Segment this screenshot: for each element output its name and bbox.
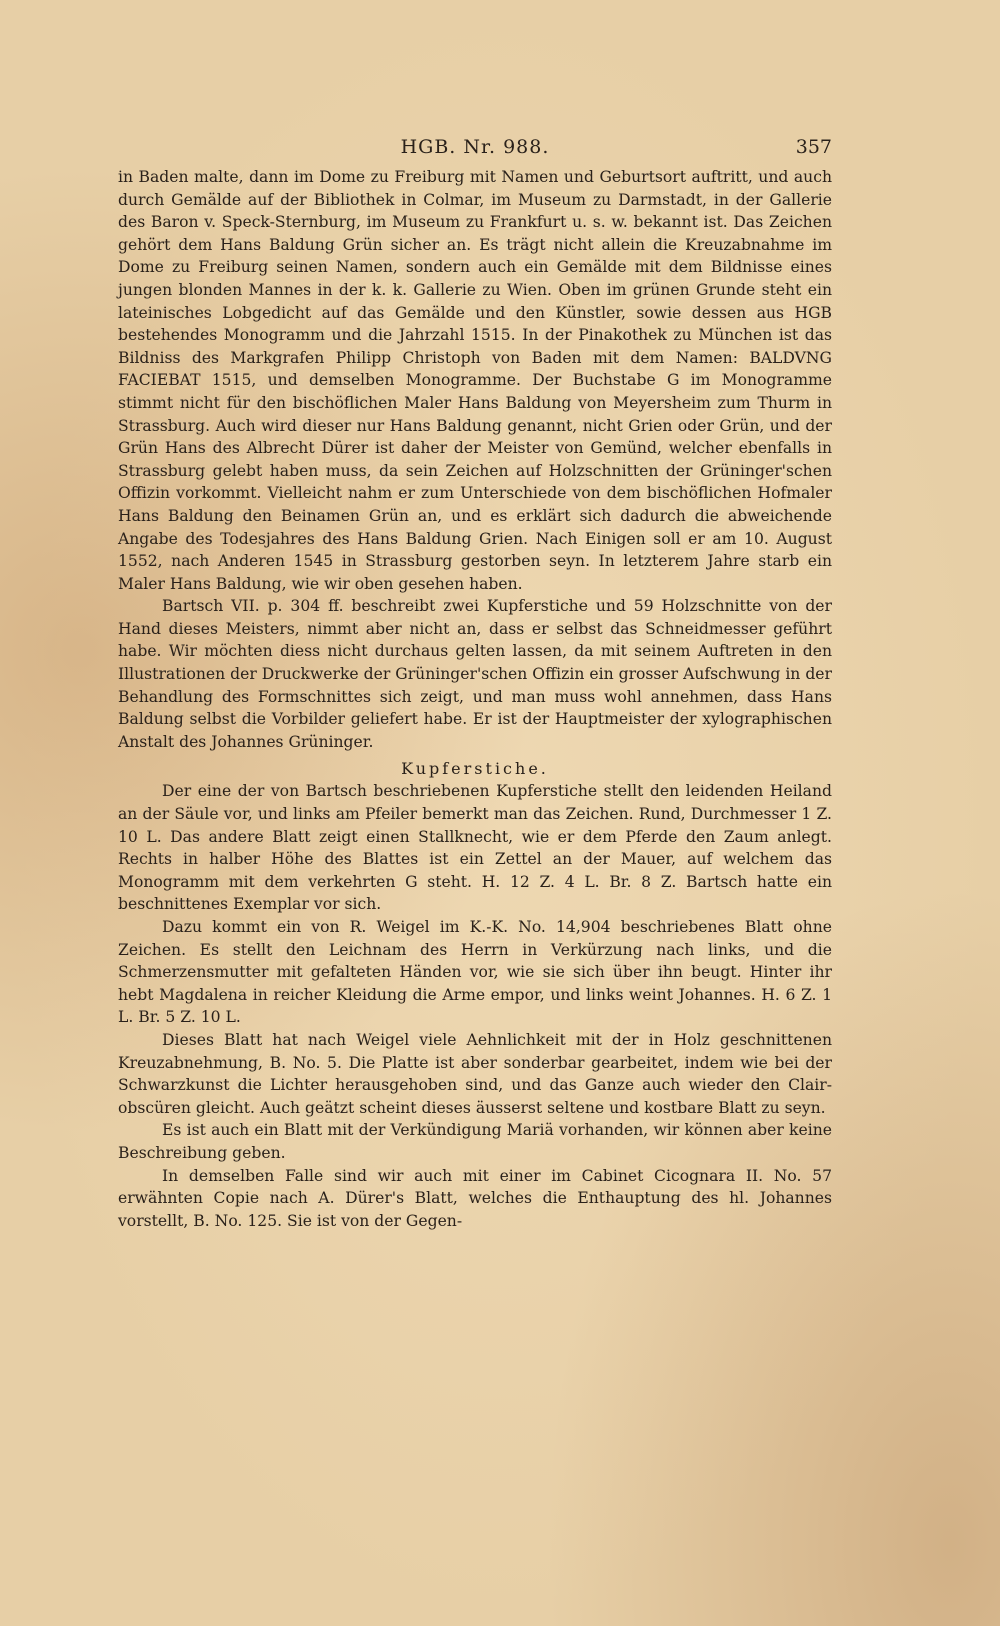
paragraph: Es ist auch ein Blatt mit der Verkündigung Mariä vorhanden, wir können aber keine Beschreibung geben. [118, 1121, 832, 1162]
paragraph: Der eine der von Bartsch beschriebenen Kupferstiche stellt den leidenden Heiland an der Säule vor, und links am Pfeiler bemerkt man das Zeichen. Rund, Durchmesser 1 Z. 10 L. Das andere Blatt zeigt einen Stallknecht, wie er dem Pferde den Zaum anlegt. Rechts in halber Höhe des Blattes ist ein Zettel an der Mauer, auf welchem das Monogramm mit dem verkehrten G steht. H. 12 Z. 4 L. Br. 8 Z. Bartsch hatte ein beschnittenes Exemplar vor sich. [118, 782, 832, 914]
paragraph: in Baden malte, dann im Dome zu Freiburg mit Namen und Geburtsort auftritt, und auch durch Gemälde auf der Bibliothek in Colmar, im Museum zu Darmstadt, in der Gallerie des Baron v. Speck-Sternburg, im Museum zu Frankfurt u. s. w. bekannt ist. Das Zeichen gehört dem Hans Baldung Grün sicher an. Es trägt nicht allein die Kreuzabnahme im Dome zu Freiburg seinen Namen, sondern auch ein Gemälde mit dem Bildnisse eines jungen blonden Mannes in der k. k. Gallerie zu Wien. Oben im grünen Grunde steht ein lateinisches Lobgedicht auf das Gemälde und den Künstler, sowie dessen aus HGB bestehendes Monogramm und die Jahrzahl 1515. In der Pinakothek zu München ist das Bildniss des Markgrafen Philipp Christoph von Baden mit dem Namen: BALDVNG FACIEBAT 1515, und demselben Monogramme. Der Buchstabe G im Monogramme stimmt nicht für den bischöflichen Maler Hans Baldung von Meyersheim zum Thurm in Strassburg. Auch wird dieser nur Hans Baldung genannt, nicht Grien oder Grün, und der Grün Hans des Albrecht Dürer ist daher der Meister von Gemünd, welcher ebenfalls in Strassburg gelebt haben muss, da sein Zeichen auf Holzschnitten der Grüninger'schen Offizin vorkommt. Vielleicht nahm er zum Unterschiede von dem bischöflichen Hofmaler Hans Baldung den Beinamen Grün an, und es erklärt sich dadurch die abweichende Angabe des Todesjahres des Hans Baldung Grien. Nach Einigen soll er am 10. August 1552, nach Anderen 1545 in Strassburg gestorben seyn. In letzterem Jahre starb ein Maler Hans Baldung, wie wir oben gesehen haben. [118, 168, 832, 593]
paragraph: In demselben Falle sind wir auch mit einer im Cabinet Cicognara II. No. 57 erwähnten Copie nach A. Dürer's Blatt, welches die Enthauptung des hl. Johannes vorstellt, B. No. 125. Sie ist von der Gegen- [118, 1166, 832, 1230]
paragraph: Bartsch VII. p. 304 ff. beschreibt zwei Kupferstiche und 59 Holzschnitte von der Hand dieses Meisters, nimmt aber nicht an, dass er selbst das Schneidmesser geführt habe. Wir möchten diess nicht durchaus gelten lassen, da mit seinem Auftreten in den Illustrationen der Druckwerke der Grüninger'schen Offizin ein grosser Aufschwung in der Behandlung des Formschnittes sich zeigt, und man muss wohl annehmen, dass Hans Baldung selbst die Vorbilder geliefert habe. Er ist der Hauptmeister der xylographischen Anstalt des Johannes Grüninger. [118, 597, 832, 751]
paragraph: Dazu kommt ein von R. Weigel im K.-K. No. 14,904 beschriebenes Blatt ohne Zeichen. Es stellt den Leichnam des Herrn in Verkürzung nach links, und die Schmerzensmutter mit gefalteten Händen vor, wie sie sich über ihn beugt. Hinter ihr hebt Magdalena in reicher Kleidung die Arme empor, und links weint Johannes. H. 6 Z. 1 L. Br. 5 Z. 10 L. [118, 918, 832, 1027]
book-page [118, 136, 832, 1232]
paragraph: Dieses Blatt hat nach Weigel viele Aehnlichkeit mit der in Holz geschnittenen Kreuzabnehmung, B. No. 5. Die Platte ist aber sonderbar gearbeitet, indem wie bei der Schwarzkunst die Lichter herausgehoben sind, und das Ganze auch wieder den Clair-obscüren gleicht. Auch geätzt scheint dieses äusserst seltene und kostbare Blatt zu seyn. [118, 1030, 832, 1117]
body-text [118, 166, 832, 1232]
section-heading: Kupferstiche. [401, 759, 549, 779]
header-title: HGB. Nr. 988. [400, 136, 550, 158]
running-header [118, 136, 832, 166]
page-number: 357 [795, 136, 832, 158]
